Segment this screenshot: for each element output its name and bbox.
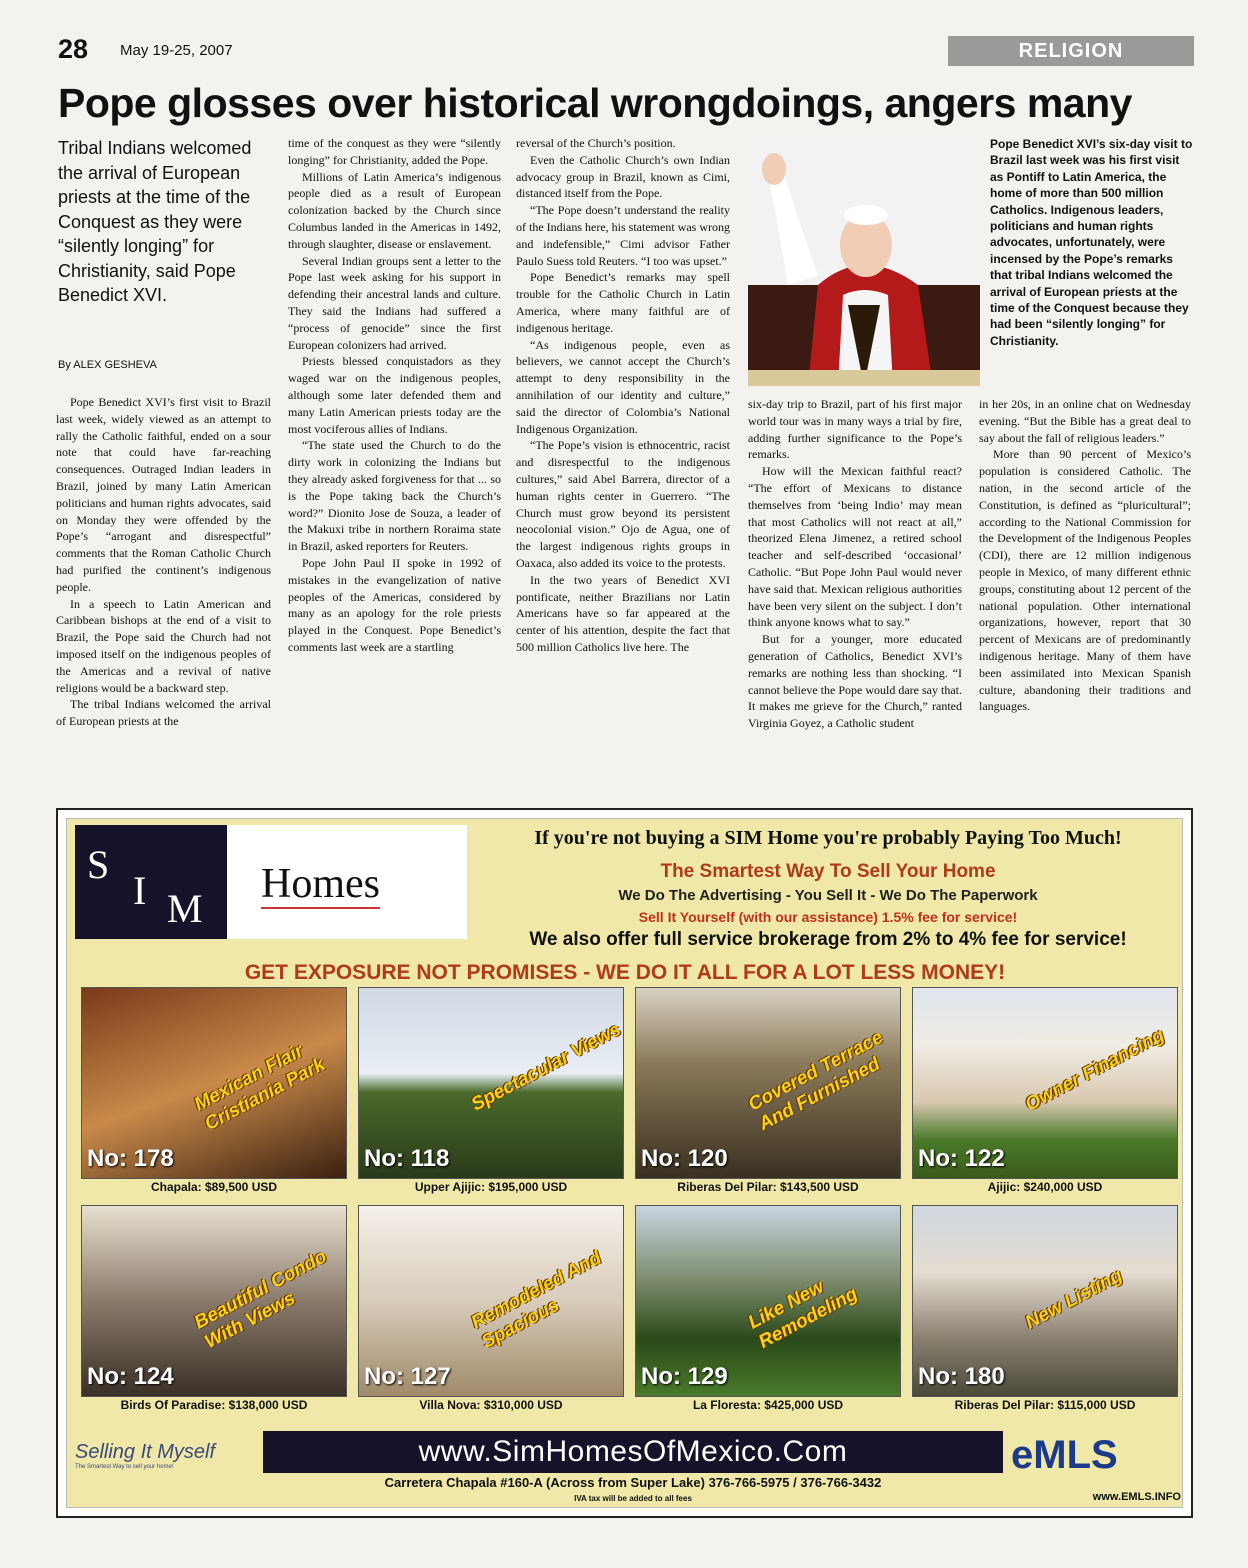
emls-brand: eMLS (1011, 1433, 1118, 1477)
logo-wordmark: Homes (261, 861, 380, 907)
logo-letter: S (87, 842, 110, 887)
article-column-4 (748, 396, 962, 796)
sim-homes-advertisement (56, 808, 1193, 1518)
ad-panel (66, 818, 1183, 1508)
photo-caption: Pope Benedict XVI’s six-day visit to Brazil last week was his first visit as Pontiff to Latin America, the home of more than 500 million Catholics. Indigenous leaders, politicians and human rights advocates, unfortunately, were incensed by the Pope’s remarks that tribal Indians welcomed the arrival of European priests at the time of the Conquest because they had been “silently longing” for Christianity. (990, 137, 1193, 348)
paragraph: time of the conquest as they were “silently longing” for Christianity, added the Pope. (288, 136, 501, 167)
ad-service-line: We Do The Advertising - You Sell It - We Do The Paperwork (618, 887, 1038, 904)
paragraph: “The Pope doesn’t understand the reality of the Indians here, his statement was wrong and indefensible,” Cimi advisor Father Paulo Suess told Reuters. “I too was upset.” (516, 203, 730, 268)
section-label: RELIGION (948, 36, 1194, 66)
article-byline: By ALEX GESHEVA (58, 359, 157, 371)
ad-tax-note: IVA tax will be added to all fees (574, 1494, 692, 1503)
listing-number: No: 180 (918, 1363, 1005, 1390)
listing-caption: La Floresta: $425,000 USD (692, 1398, 844, 1412)
listing-caption: Birds Of Paradise: $138,000 USD (120, 1398, 308, 1412)
article-column-1 (56, 394, 271, 794)
ad-fee-line: Sell It Yourself (with our assistance) 1.5% fee for service! (638, 909, 1018, 925)
pope-photo (748, 135, 980, 386)
listing-promo: New Listing (1022, 1264, 1127, 1334)
selling-logo-text: Selling It Myself (75, 1441, 216, 1463)
listing-card[interactable] (358, 1205, 624, 1415)
listing-number: No: 118 (364, 1145, 450, 1172)
paragraph: In a speech to Latin American and Caribbean bishops at the end of a visit to Brazil, the Pope said the Church had not imposed itself on the indigenous peoples of the Americas and a revival of native religions would be a backward step. (56, 596, 271, 695)
sim-logo (75, 825, 227, 939)
listing-promo: Mexican Flair Cristiania Park (191, 1040, 329, 1135)
article-column-2 (288, 135, 501, 795)
paragraph: More than 90 percent of Mexico’s population is considered Catholic. The nation, in the second article of the Constitution, is defined as “pluricultural”; according to the National Commission for the Development of the Indigenous Peoples (CDI), there are 12 million indigenous people in Mexico, of many different ethnic groups, constituting about 12 percent of the national population. Other international organizations, however, report that 30 percent of Mexicans are of predominantly indigenous heritage. Many of them have been assimilated into Mexican Spanish culture, abandoning their traditions and languages. (979, 447, 1191, 714)
listing-number: No: 127 (364, 1363, 451, 1390)
paragraph: “As indigenous people, even as believers, we cannot accept the Church’s attempt to deny responsibility in the annihilation of our identity and culture,” said the director of Colombia’s National Indigenous Organization. (516, 337, 730, 436)
listing-number: No: 129 (641, 1363, 728, 1390)
page-number: 28 (58, 34, 89, 64)
listing-card[interactable] (635, 1205, 901, 1415)
paragraph: Pope Benedict’s remarks may spell trouble for the Catholic Church in Latin America, where many faithful are of indigenous heritage. (516, 270, 730, 335)
listing-caption: Ajijic: $240,000 USD (987, 1180, 1103, 1194)
listing-number: No: 178 (87, 1145, 174, 1172)
logo-letter: I (133, 868, 147, 913)
listing-caption: Upper Ajijic: $195,000 USD (414, 1180, 568, 1194)
listing-caption: Riberas Del Pilar: $115,000 USD (954, 1398, 1136, 1412)
listing-caption: Riberas Del Pilar: $143,500 USD (677, 1180, 859, 1194)
ad-subheading: The Smartest Way To Sell Your Home (660, 861, 996, 882)
article-headline: Pope glosses over historical wrongdoings, angers many (58, 80, 1132, 126)
issue-date: May 19-25, 2007 (120, 42, 233, 59)
paragraph: The tribal Indians welcomed the arrival of European priests at the (56, 697, 271, 729)
emls-logo (1011, 1433, 1181, 1503)
listing-card[interactable] (358, 987, 624, 1197)
listing-card[interactable] (81, 987, 347, 1197)
emls-url[interactable]: www.EMLS.INFO (1092, 1491, 1181, 1503)
listing-promo: Beautiful Condo With Views (191, 1246, 331, 1353)
page-header (58, 34, 1194, 68)
paragraph: Even the Catholic Church’s own Indian advocacy group in Brazil, known as Cimi, distanced itself from the Pope. (516, 152, 730, 201)
selling-logo-tagline: The Smartest Way to sell your home! (75, 1464, 174, 1470)
pope-illustration (748, 135, 980, 386)
logo-letter: M (167, 886, 203, 931)
paragraph: six-day trip to Brazil, part of his first major world tour was in many ways a trial by fire, adding further significance to the Pope’s remarks. (748, 397, 962, 462)
article-deck: Tribal Indians welcomed the arrival of European priests at the time of the Conquest as they were “silently longing” for Christianity, said Pope Benedict XVI. (58, 138, 252, 305)
listing-caption: Chapala: $89,500 USD (150, 1180, 278, 1194)
listing-promo: Remodeled And Spacious (468, 1247, 605, 1353)
paragraph: Millions of Latin America’s indigenous people died as a result of European colonization backed by the Church since Columbus landed in the Americas in 1492, through slaughter, disease or enslavement. (288, 169, 501, 251)
listing-promo: Like New Remodeling (745, 1276, 862, 1353)
listing-card[interactable] (81, 1205, 347, 1415)
paragraph: reversal of the Church’s position. (516, 136, 676, 150)
listing-promo: Spectacular Views (468, 1018, 625, 1116)
selling-it-myself-logo (75, 1441, 235, 1499)
article-column-3 (516, 135, 730, 795)
paragraph: Priests blessed conquistadors as they waged war on the indigenous peoples, although some later defended them and many Latin American priests today are the most vociferous allies of Indians. (288, 354, 501, 436)
website-link[interactable]: www.SimHomesOfMexico.Com (263, 1431, 1003, 1473)
paragraph: in her 20s, in an online chat on Wednesday evening. “But the Bible has a great deal to say about the fall of religious leaders.” (979, 397, 1191, 445)
listing-card[interactable] (912, 987, 1178, 1197)
listing-number: No: 120 (641, 1145, 728, 1172)
logo-wordmark-box (227, 825, 467, 939)
ad-brokerage-line: We also offer full service brokerage from 2% to 4% fee for service! (529, 929, 1127, 950)
listing-promo: Covered Terrace And Furnished (745, 1026, 887, 1135)
listing-number: No: 122 (918, 1145, 1005, 1172)
listing-promo: Owner Financing (1022, 1024, 1168, 1116)
listing-card[interactable] (635, 987, 901, 1197)
paragraph: How will the Mexican faithful react? “The effort of Mexicans to distance themselves from ‘being Indio’ may mean that most Catholics will not react at all,” theorized Elena Jimenez, a retired school teacher and self-described ‘occasional’ Catholic. “But Pope John Paul would never have said that. Mexican religious authorities have been very silent on the subject. I don’t think anyone knows what to say.” (748, 464, 962, 630)
paragraph: “The Pope’s vision is ethnocentric, racist and disrespectful to the indigenous cultures,” said Abel Barrera, director of a human rights center in Guerrero. “The Church must grow beyond its persistent neocolonial vision.” Ojo de Agua, one of the largest indigenous rights groups in Oaxaca, also added its voice to the protests. (516, 438, 730, 570)
paragraph: Pope John Paul II spoke in 1992 of mistakes in the evangelization of native peoples of the Americas, considered by many as an apology for the role priests played in the Conquest. Pope Benedict’s comments last week are a startling (288, 555, 501, 654)
ad-banner: GET EXPOSURE NOT PROMISES - WE DO IT ALL FOR A LOT LESS MONEY! (244, 961, 1006, 984)
ad-address: Carretera Chapala #160-A (Across from Super Lake) 376-766-5975 / 376-766-3432 (384, 1475, 882, 1490)
paragraph: In the two years of Benedict XVI pontificate, neither Brazilians nor Latin Americans have so far appeared at the center of his attention, despite the fact that 500 million Catholics live here. The (516, 572, 730, 654)
article-column-5 (979, 396, 1191, 796)
listing-number: No: 124 (87, 1363, 174, 1390)
listing-card[interactable] (912, 1205, 1178, 1415)
listing-caption: Villa Nova: $310,000 USD (419, 1398, 563, 1412)
paragraph: But for a younger, more educated generation of Catholics, Benedict XVI’s remarks are nothing less than shocking. “I cannot believe the Pope would dare say that. It makes me grieve for the Church,” ranted Virginia Goyez, a Catholic student (748, 632, 962, 731)
paragraph: Several Indian groups sent a letter to the Pope last week asking for his support in defending their ancestral lands and culture. They said the Indians had suffered a “process of genocide” since the first European colonizers had arrived. (288, 253, 501, 352)
paragraph: Pope Benedict XVI’s first visit to Brazil last week, widely viewed as an attempt to rally the Catholic faithful, ended on a sour note that could have far-reaching consequences. Outraged Indian leaders in Brazil, joined by many Latin American politicians and human rights advocates, said on Monday they were offended by the Pope’s “arrogant and disrespectful” comments that the Roman Catholic Church had purified the continent’s indigenous people. (56, 395, 271, 594)
ad-tagline: If you're not buying a SIM Home you're probably Paying Too Much! (534, 827, 1122, 849)
paragraph: “The state used the Church to do the dirty work in colonizing the Indians but they already asked forgiveness for that ... so is the Pope taking back the Church’s word?” Dionito Jose de Souza, a leader of the Makuxi tribe in northern Roraima state in Brazil, asked reporters for Reuters. (288, 438, 501, 554)
